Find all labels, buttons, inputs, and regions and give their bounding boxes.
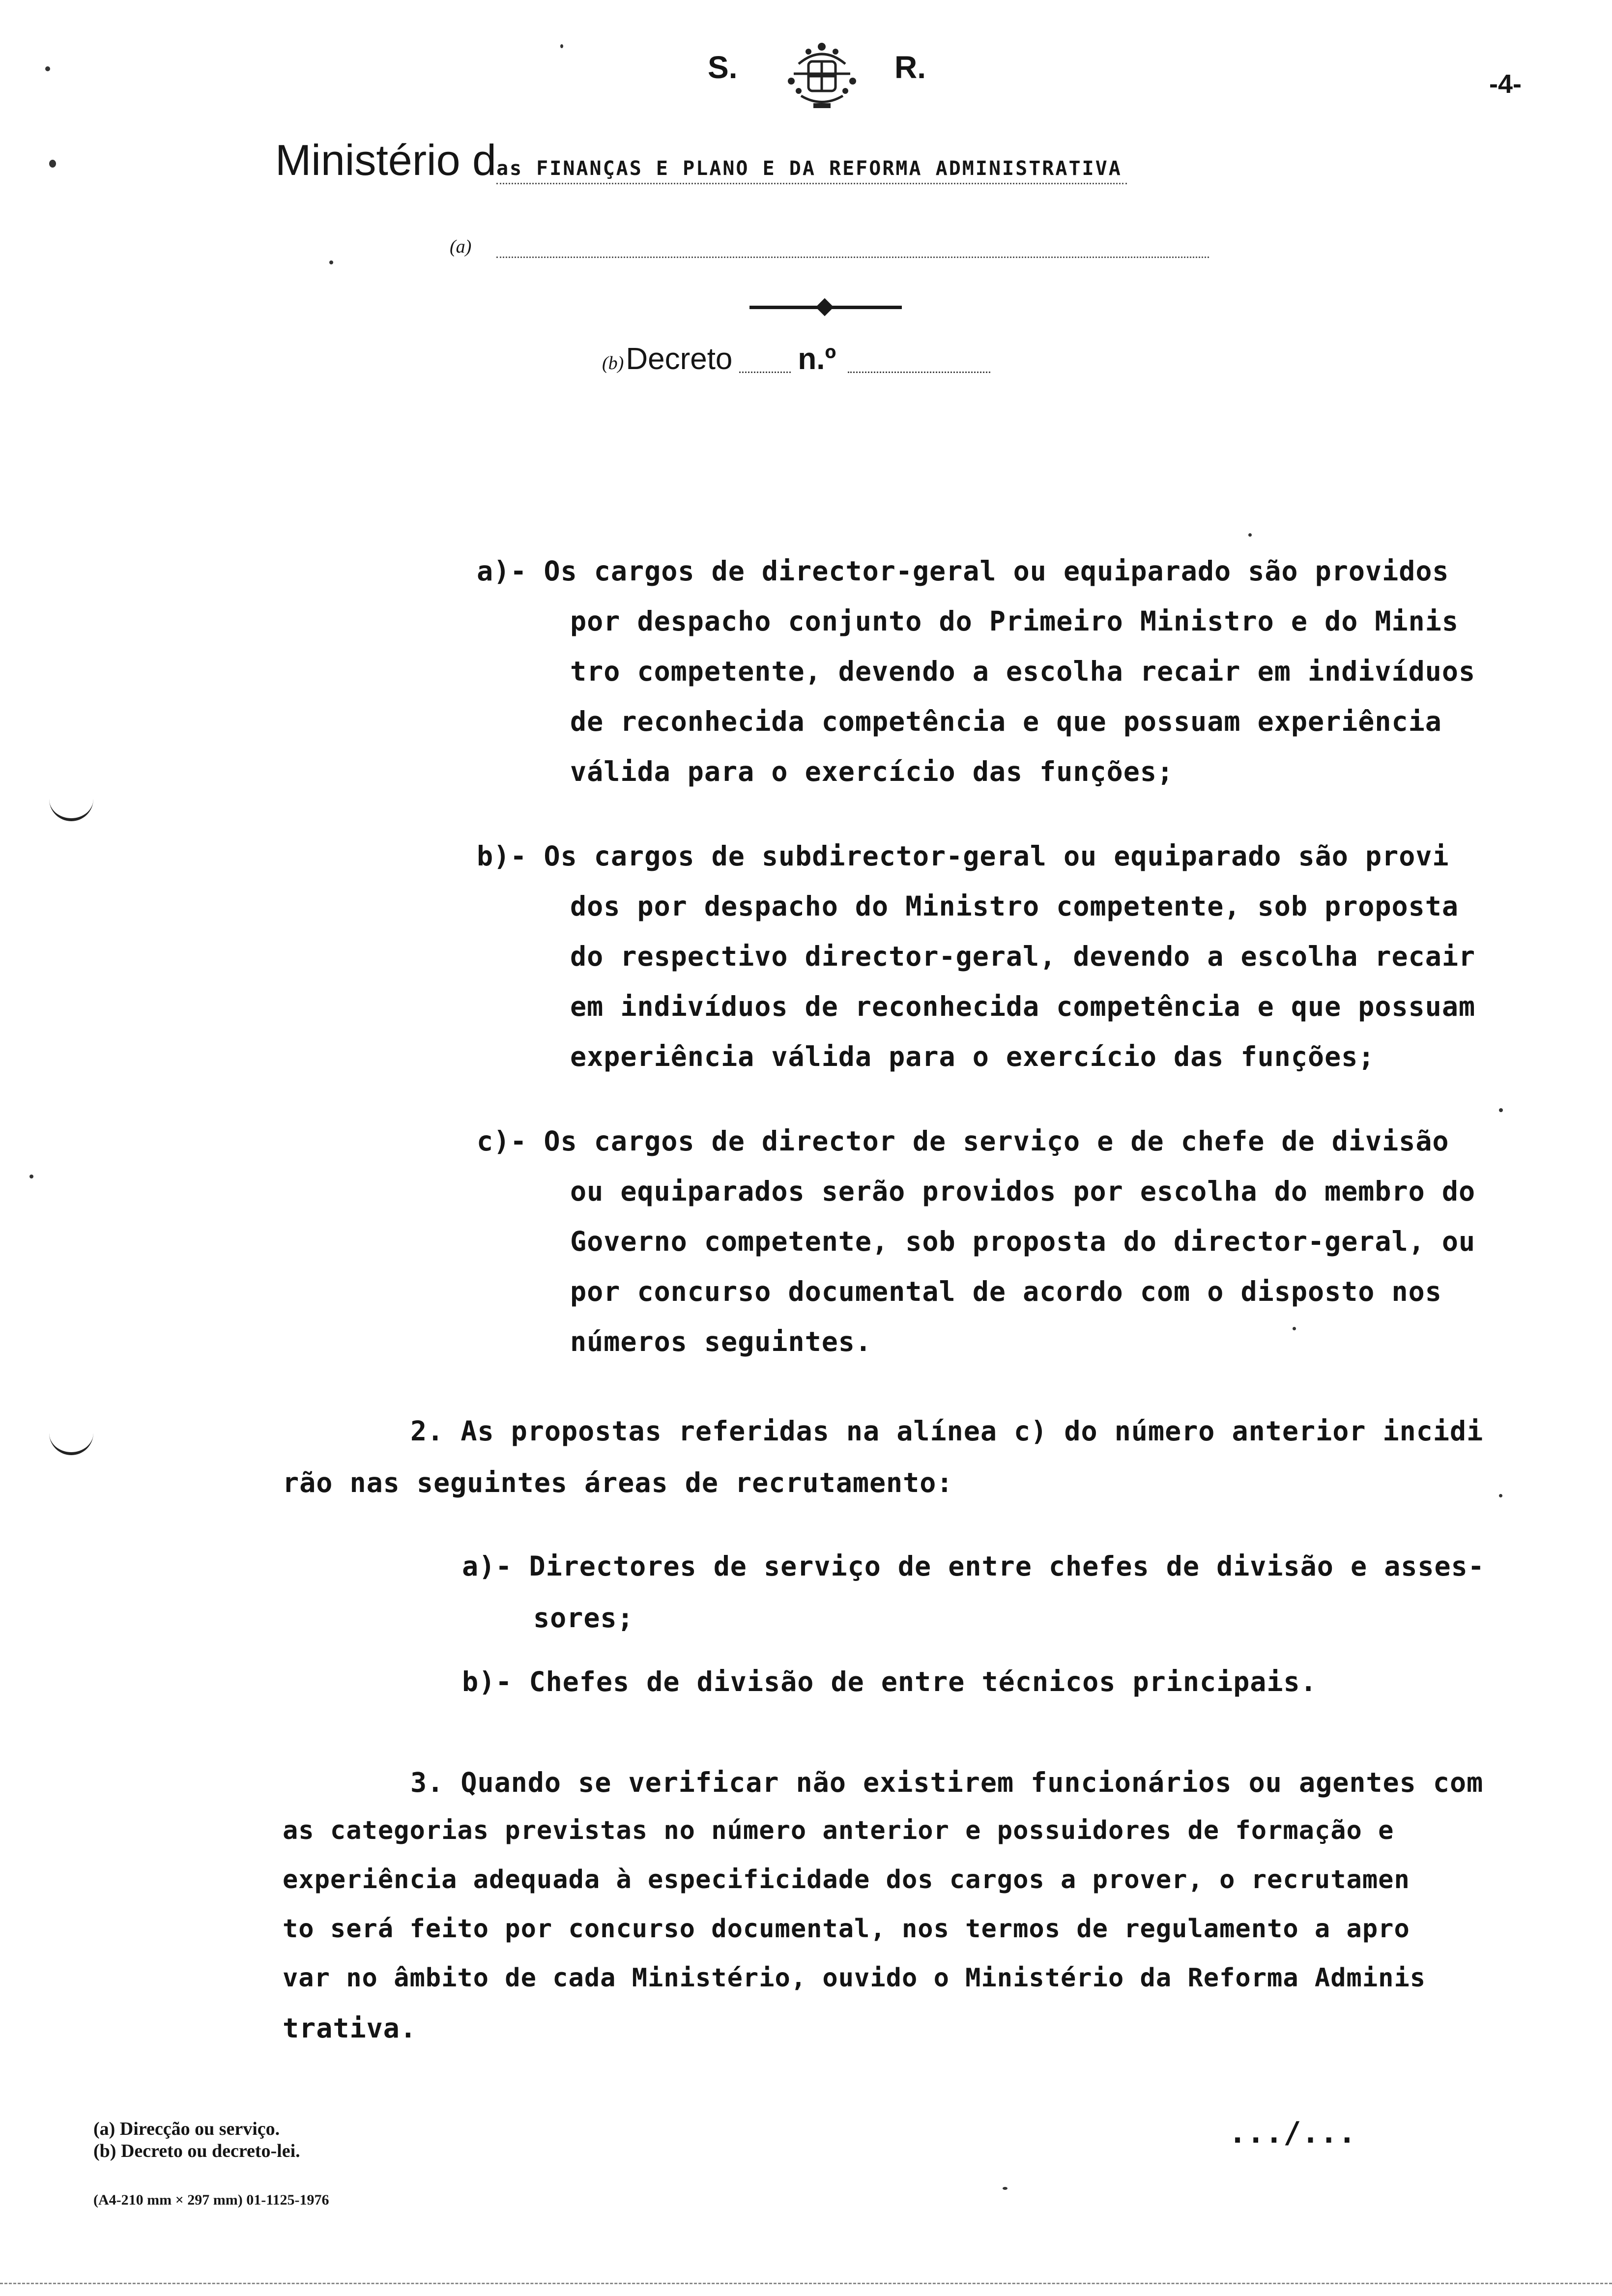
section2-a-line-2: sores; <box>533 1602 634 1634</box>
line-a-blank <box>496 255 1209 258</box>
section1-b-line-4: em indivíduos de reconhecida competência e que possuam <box>570 991 1476 1022</box>
section1-a-line-1: a)- Os cargos de director-geral ou equiparado são providos <box>477 555 1449 587</box>
section2-a-line-1: a)- Directores de serviço de entre chefes de divisão e asses- <box>462 1550 1485 1582</box>
section1-c-line-5: números seguintes. <box>570 1326 872 1357</box>
footnote-a: (a) Direcção ou serviço. <box>93 2119 280 2139</box>
scan-speck <box>560 44 563 48</box>
line-a-label: (a) <box>450 236 472 257</box>
decreto-number-blank <box>848 363 990 373</box>
scan-speck <box>1293 1327 1296 1330</box>
decreto-type-blank <box>739 363 791 373</box>
page-number: -4- <box>1489 69 1522 99</box>
section1-a-line-5: válida para o exercício das funções; <box>570 756 1174 787</box>
form-code: (A4-210 mm × 297 mm) 01-1125-1976 <box>93 2192 329 2208</box>
ministry-label: Ministério d <box>275 136 496 184</box>
ministry-name: as FINANÇAS E PLANO E DA REFORMA ADMINISTRATIVA <box>496 157 1127 184</box>
section1-b-line-5: experiência válida para o exercício das funções; <box>570 1041 1375 1072</box>
scan-speck <box>329 260 333 264</box>
continuation-marker: .../... <box>1229 2116 1356 2150</box>
scan-speck <box>1248 533 1252 537</box>
scan-speck <box>1499 1108 1503 1112</box>
section3-line-4: to será feito por concurso documental, nos termos de regulamento a apro <box>283 1914 1410 1944</box>
section1-c-line-4: por concurso documental de acordo com o disposto nos <box>570 1276 1442 1307</box>
scan-speck <box>1003 2187 1008 2190</box>
section1-b-line-2: dos por despacho do Ministro competente, sob proposta <box>570 890 1459 922</box>
section2-b-line-1: b)- Chefes de divisão de entre técnicos principais. <box>462 1666 1317 1697</box>
decreto-line <box>602 342 990 376</box>
section3-line-6: trativa. <box>283 2012 417 2044</box>
header-s-letter: S. <box>708 50 738 85</box>
section3-line-2: as categorias previstas no número anterior e possuidores de formação e <box>283 1816 1394 1845</box>
section1-a-line-3: tro competente, devendo a escolha recair em indivíduos <box>570 656 1476 687</box>
scan-speck <box>45 66 50 71</box>
section1-c-line-1: c)- Os cargos de director de serviço e de chefe de divisão <box>477 1125 1449 1157</box>
section1-b-line-1: b)- Os cargos de subdirector-geral ou equiparado são provi <box>477 840 1449 872</box>
scan-bottom-edge <box>0 2283 1612 2286</box>
section2-intro-line-2: rão nas seguintes áreas de recrutamento: <box>283 1467 953 1498</box>
section3-line-5: var no âmbito de cada Ministério, ouvido o Ministério da Reforma Adminis <box>283 1963 1426 1993</box>
section2-intro-line-1: 2. As propostas referidas na alínea c) do número anterior incidi <box>410 1415 1484 1447</box>
section1-a-line-4: de reconhecida competência e que possuam experiência <box>570 706 1442 737</box>
section3-line-1: 3. Quando se verificar não existirem funcionários ou agentes com <box>410 1767 1484 1798</box>
section1-a-line-2: por despacho conjunto do Primeiro Ministro e do Minis <box>570 605 1459 637</box>
section1-b-line-3: do respectivo director-geral, devendo a escolha recair <box>570 941 1476 972</box>
scan-speck <box>29 1175 33 1178</box>
section1-c-line-2: ou equiparados serão providos por escolha do membro do <box>570 1176 1476 1207</box>
binder-mark-upper <box>49 796 93 821</box>
separator-diamond-icon <box>816 298 834 316</box>
scan-speck <box>1499 1494 1502 1497</box>
section1-c-line-3: Governo competente, sob proposta do director-geral, ou <box>570 1226 1476 1257</box>
coat-of-arms-icon <box>779 34 865 113</box>
decreto-prefix: (b) <box>602 353 624 373</box>
footnote-b: (b) Decreto ou decreto-lei. <box>93 2141 300 2161</box>
section3-line-3: experiência adequada à especificidade dos cargos a prover, o recrutamen <box>283 1865 1410 1894</box>
binder-mark-lower <box>49 1430 93 1455</box>
decreto-label: Decreto <box>626 342 733 376</box>
header-r-letter: R. <box>894 50 926 85</box>
scan-speck <box>49 160 56 168</box>
ministry-line <box>275 135 1474 194</box>
decreto-number-label: n.º <box>798 342 836 376</box>
